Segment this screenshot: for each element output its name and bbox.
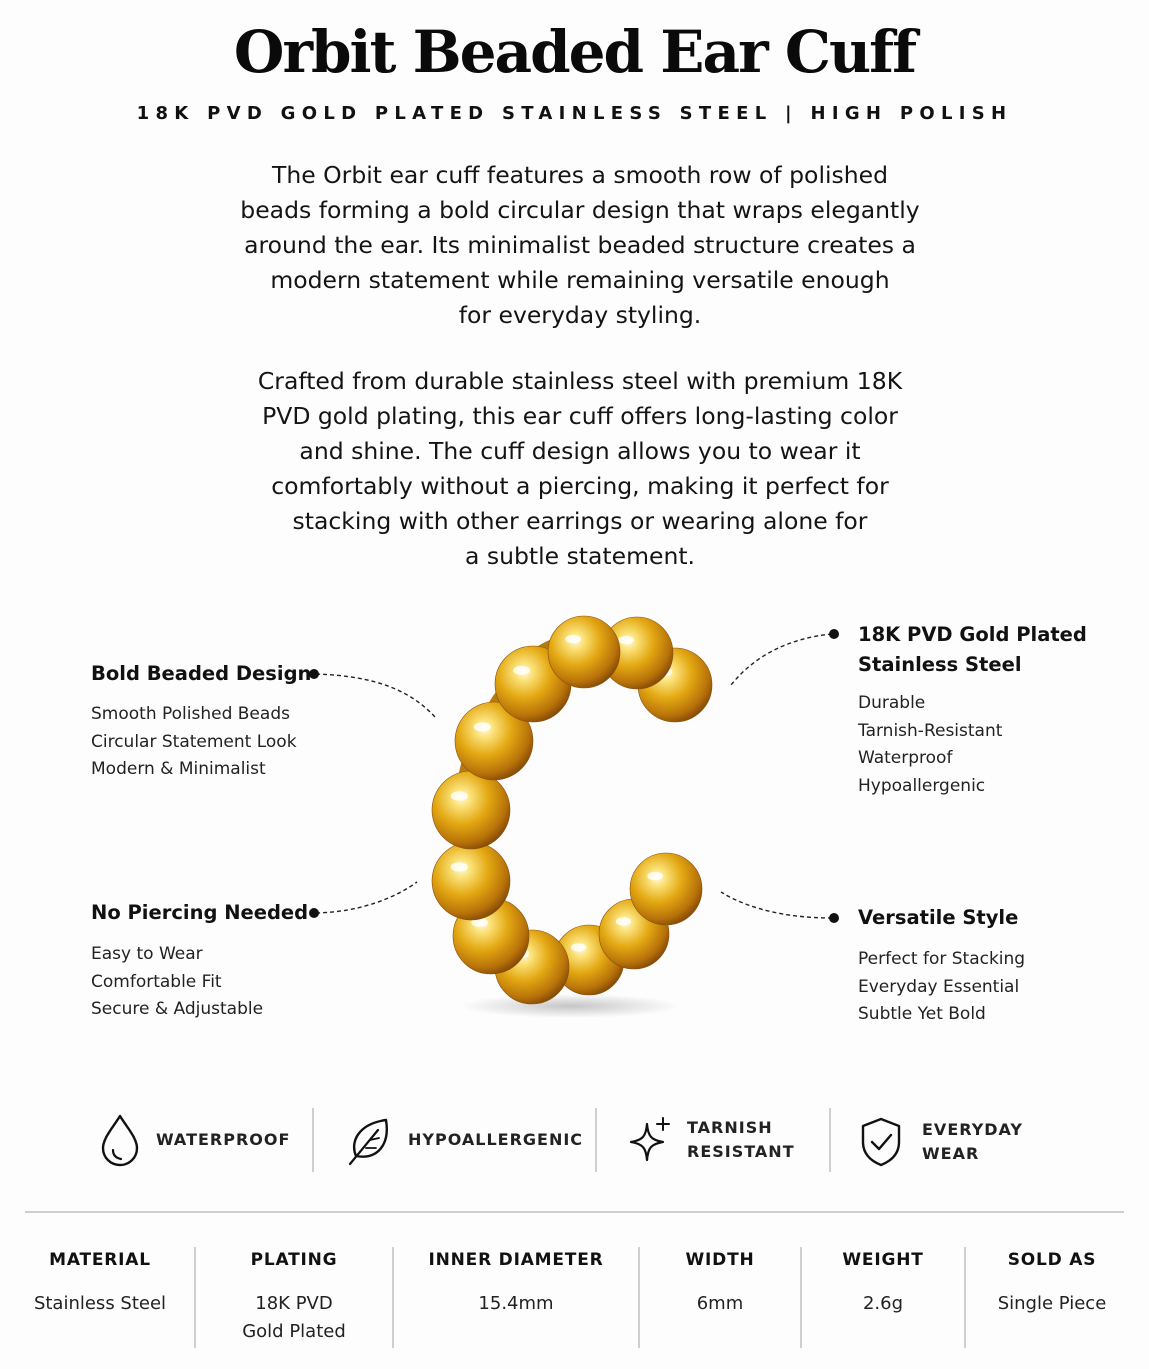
badge-hypoallergenic <box>346 1114 583 1166</box>
callout-bold-beaded-design <box>91 659 311 784</box>
spec-value: 15.4mm <box>478 1293 554 1314</box>
spec-value: 6mm <box>696 1293 744 1314</box>
spec-weight <box>802 1248 964 1318</box>
callout-heading: No Piercing Needed <box>91 901 309 924</box>
callout-no-piercing-needed <box>91 898 308 1024</box>
callout-gold-plated-steel <box>858 620 1087 800</box>
spec-width <box>640 1248 800 1318</box>
shield-check-icon <box>858 1116 904 1168</box>
spec-value: Stainless Steel <box>33 1293 167 1314</box>
bead-highlight <box>616 917 631 925</box>
callout-heading: Versatile Style <box>858 906 1019 929</box>
spec-inner-diameter <box>394 1248 638 1318</box>
callout-item: Circular Statement Look <box>91 731 297 752</box>
bead-highlight <box>647 872 663 881</box>
badge-label: WATERPROOF <box>156 1130 291 1149</box>
bead-highlight <box>571 943 586 951</box>
callout-heading: 18K PVD Gold Plated Stainless Steel <box>858 623 1087 676</box>
spec-sold-as <box>966 1248 1138 1318</box>
bead-highlight <box>474 722 491 731</box>
sparkle-icon <box>629 1116 673 1164</box>
bead-highlight <box>451 791 468 800</box>
callout-item: Modern & Minimalist <box>91 759 266 779</box>
badge-divider <box>312 1108 314 1172</box>
spec-plating <box>196 1248 392 1346</box>
badge-divider <box>595 1108 597 1172</box>
badge-label: TARNISH RESISTANT <box>687 1118 795 1161</box>
badge-everyday-wear <box>858 1116 1023 1168</box>
section-divider <box>25 1211 1124 1213</box>
page-subtitle: 18K PVD GOLD PLATED STAINLESS STEEL | HIGH POLISH <box>136 103 1013 124</box>
spec-value: 18K PVD Gold Plated <box>242 1293 346 1342</box>
spec-label: WEIGHT <box>842 1250 924 1270</box>
bead-highlight <box>513 666 530 675</box>
badge-label: HYPOALLERGENIC <box>408 1130 584 1149</box>
callout-item: Perfect for Stacking <box>858 949 1026 969</box>
spec-material <box>5 1248 195 1318</box>
cuff-bead <box>548 616 620 688</box>
description-paragraph-1: The Orbit ear cuff features a smooth row of polished beads forming a bold circular design that wraps elegantly around the ear. Its minimalist beaded structure creates a modern statement while remaining versatile enough for everyday styling. <box>240 161 920 329</box>
cuff-bead <box>432 842 510 920</box>
cuff-bead <box>432 771 510 849</box>
description-paragraph-2: Crafted from durable stainless steel with premium 18K PVD gold plating, this ear cuff offers long-lasting color and shine. The cuff design allows you to wear it comfortably without a piercing, making it perfect for stacking with other earrings or wearing alone for a subtle statement. <box>257 367 903 570</box>
callout-item: Secure & Adjustable <box>91 999 264 1019</box>
spec-value: 2.6g <box>862 1293 904 1314</box>
spec-label: WIDTH <box>685 1250 755 1270</box>
bead-highlight <box>618 636 634 645</box>
callout-item: Easy to Wear <box>91 944 203 964</box>
callout-item: Durable <box>858 693 926 713</box>
cuff-bead <box>630 853 702 925</box>
callout-item: Everyday Essential <box>858 976 1020 997</box>
callout-item: Comfortable Fit <box>91 971 222 992</box>
callout-heading: Bold Beaded Design <box>91 662 312 685</box>
spec-label: PLATING <box>250 1250 338 1270</box>
bead-highlight <box>451 862 468 871</box>
spec-label: SOLD AS <box>1007 1250 1097 1270</box>
page-title: Orbit Beaded Ear Cuff <box>233 18 916 86</box>
spec-value: Single Piece <box>997 1293 1107 1314</box>
leaf-icon <box>346 1114 394 1166</box>
callout-item: Waterproof <box>858 748 953 768</box>
bead-highlight <box>565 635 581 644</box>
water-drop-icon <box>98 1112 142 1168</box>
badge-label: EVERYDAY WEAR <box>922 1120 1023 1163</box>
product-shadow <box>460 994 680 1018</box>
badge-tarnish-resistant <box>629 1116 795 1164</box>
spec-label: INNER DIAMETER <box>428 1250 604 1270</box>
callout-versatile-style <box>858 903 1025 1029</box>
badge-waterproof <box>98 1112 290 1168</box>
callout-item: Hypoallergenic <box>858 775 986 796</box>
callout-item: Smooth Polished Beads <box>91 704 290 724</box>
callout-item: Subtle Yet Bold <box>858 1004 986 1024</box>
callout-item: Tarnish-Resistant <box>858 720 1003 741</box>
spec-label: MATERIAL <box>49 1250 151 1270</box>
badge-divider <box>829 1108 831 1172</box>
